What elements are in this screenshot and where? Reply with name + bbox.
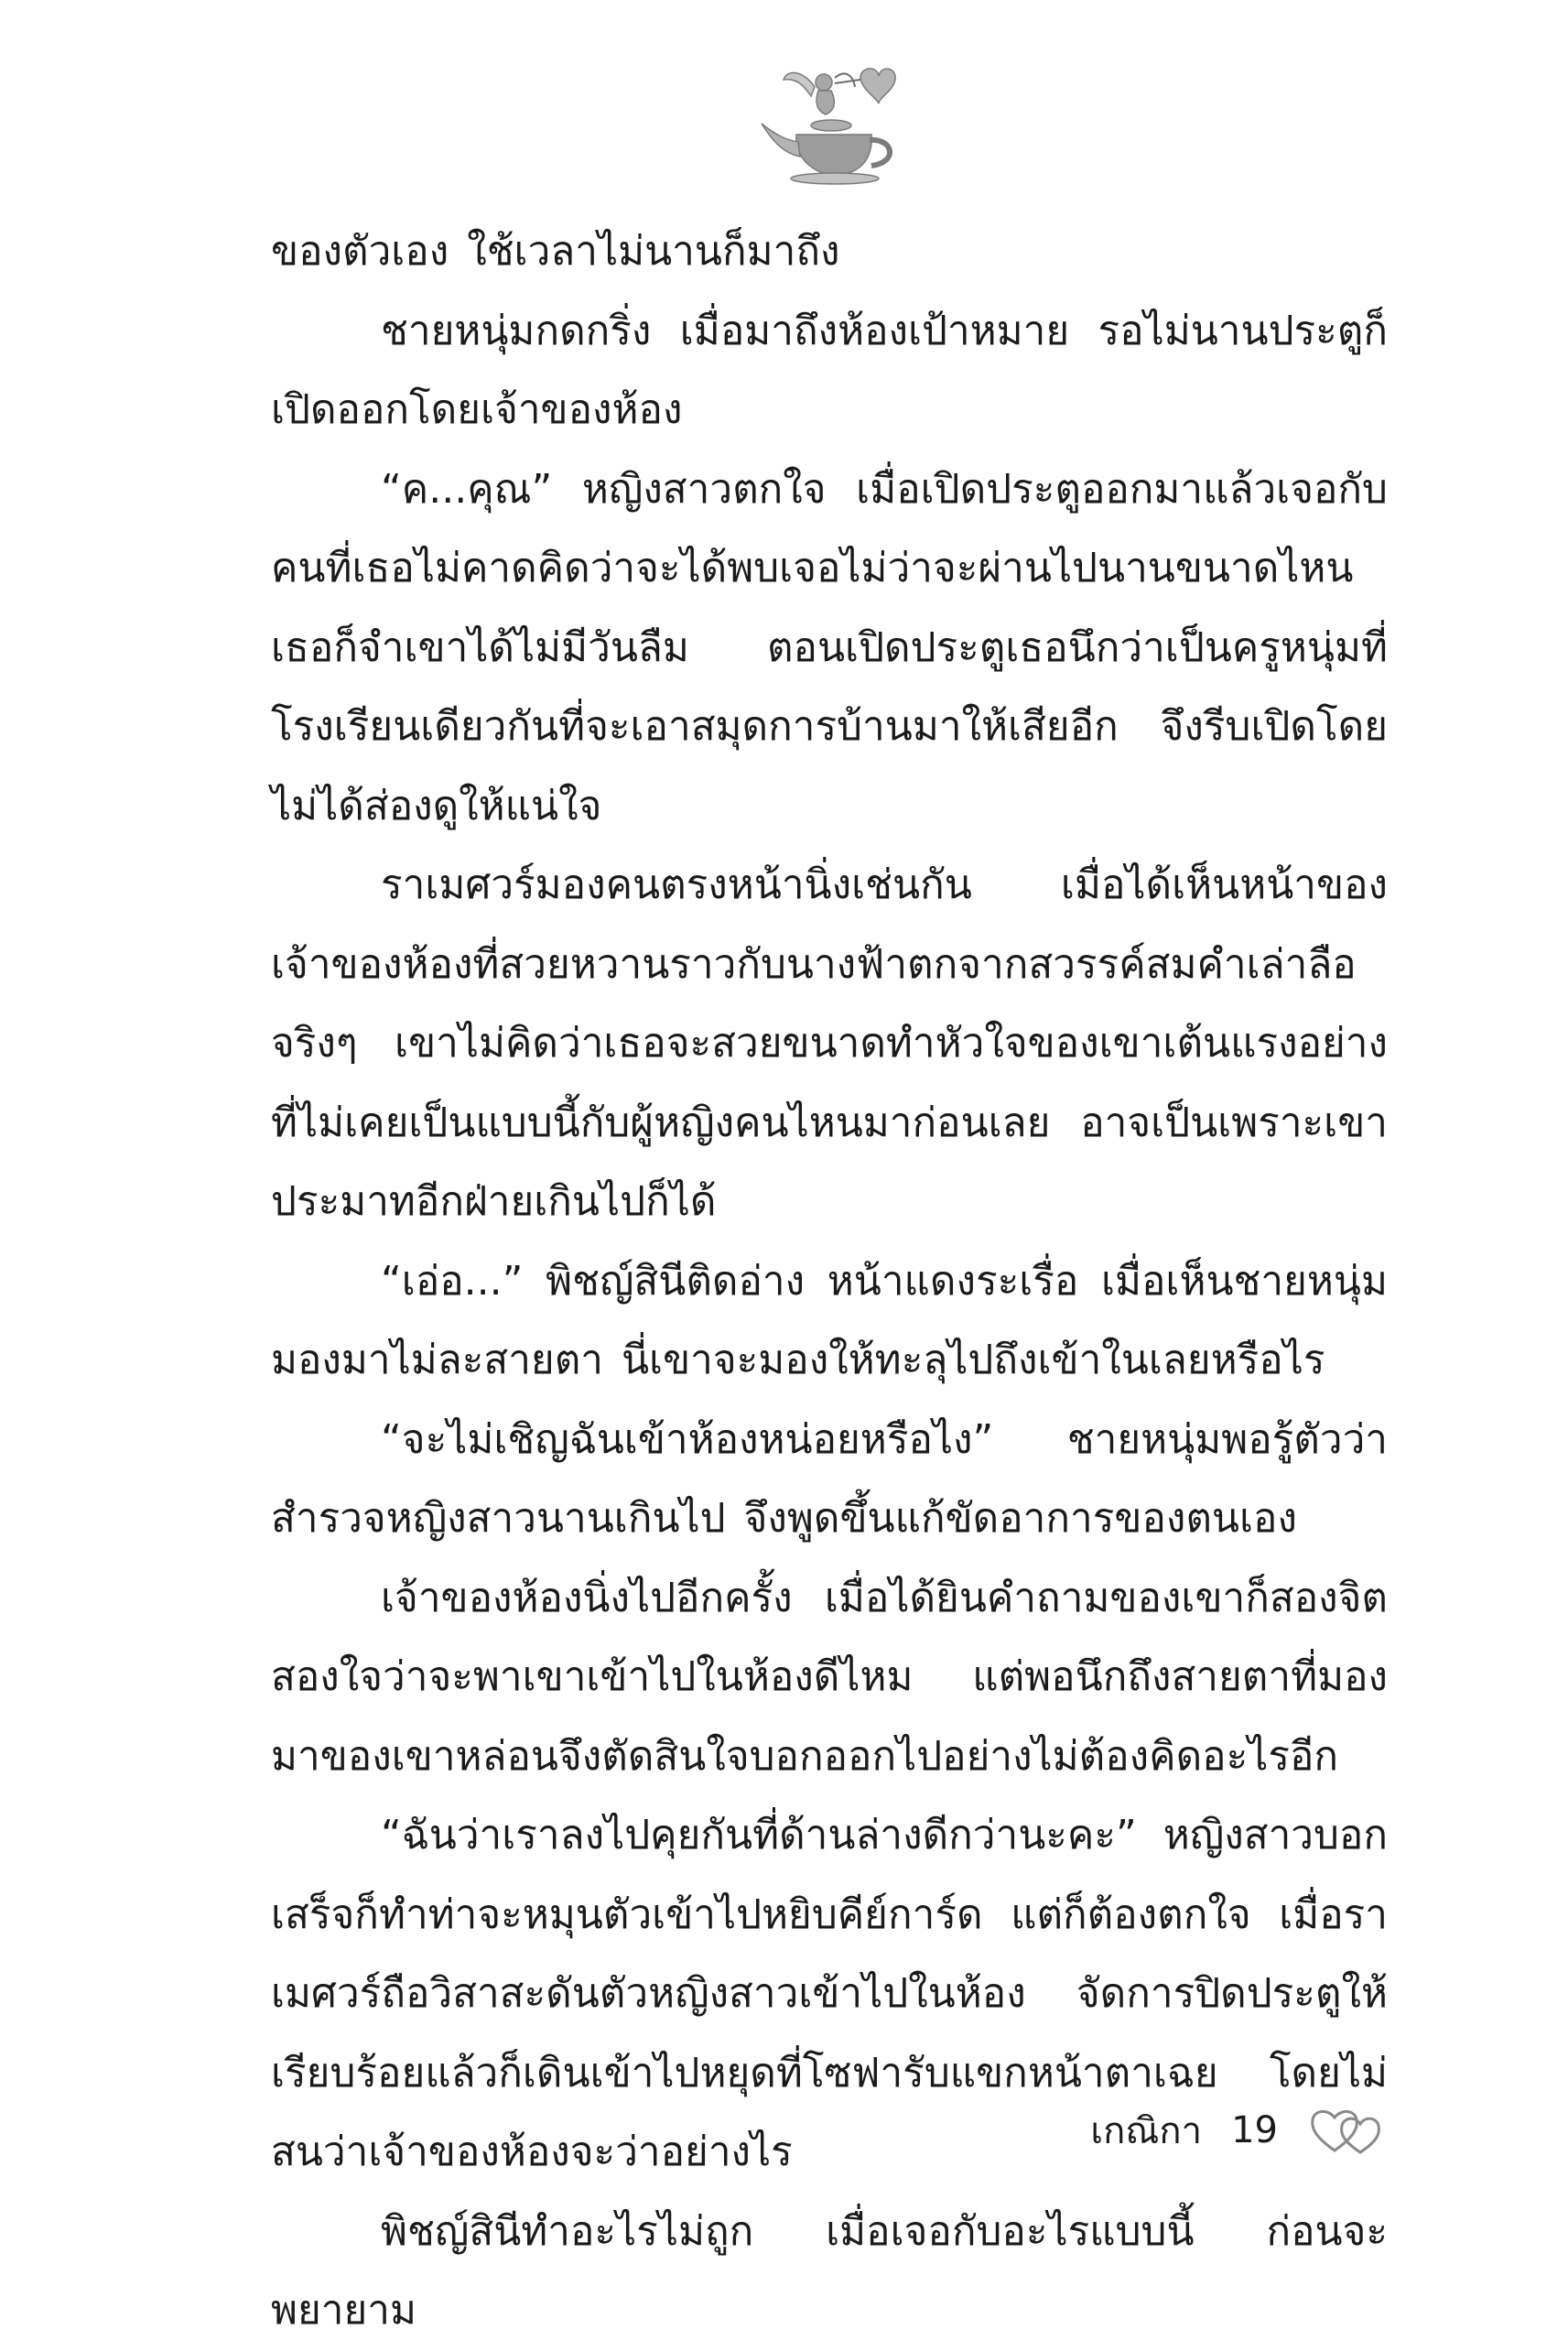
paragraph: “ค...คุณ” หญิงสาวตกใจ เมื่อเปิดประตูออกมาแล้วเจอกับคนที่เธอไม่คาดคิดว่าจะได้พบเจอไม่ว่าจะผ่านไปนานขนาดไหน เธอก็จำเขาได้ไม่มีวันลืม ตอนเปิดประตูเธอนึกว่าเป็นครูหนุ่มที่โรงเรียนเดียวกันที่จะเอาสมุดการบ้านมาให้เสียอีก จึงรีบเปิดโดยไม่ได้ส่องดูให้แน่ใจ — [271, 465, 1388, 829]
paragraph: ราเมศวร์มองคนตรงหน้านิ่งเช่นกัน เมื่อได้เห็นหน้าของเจ้าของห้องที่สวยหวานราวกับนางฟ้าตกจากสวรรค์สมคำเล่าลือจริงๆ เขาไม่คิดว่าเธอจะสวยขนาดทำหัวใจของเขาเต้นแรงอย่างที่ไม่เคยเป็นแบบนี้กับผู้หญิงคนไหนมาก่อนเลย อาจเป็นเพราะเขาประมาทอีกฝ่ายเกินไปก็ได้ — [271, 861, 1388, 1225]
paragraph: “ฉันว่าเราลงไปคุยกันที่ด้านล่างดีกว่านะคะ” หญิงสาวบอกเสร็จก็ทำท่าจะหมุนตัวเข้าไปหยิบคีย์การ์ด แต่ก็ต้องตกใจ เมื่อราเมศวร์ถือวิสาสะดันตัวหญิงสาวเข้าไปในห้อง จัดการปิดประตูให้เรียบร้อยแล้วก็เดินเข้าไปหยุดที่โซฟารับแขกหน้าตาเฉย โดยไม่สนว่าเจ้าของห้องจะว่าอย่างไร — [271, 1812, 1388, 2175]
paragraph: “เอ่อ...” พิชญ์สินีติดอ่าง หน้าแดงระเรื่อ เมื่อเห็นชายหนุ่มมองมาไม่ละสายตา นี่เขาจะมองให้ทะลุไปถึงเข้าในเลยหรือไร — [271, 1257, 1388, 1383]
double-heart-icon — [1307, 2103, 1390, 2158]
page-number: 19 — [1231, 2109, 1278, 2151]
paragraph: ของตัวเอง ใช้เวลาไม่นานก็มาถึง — [271, 228, 840, 275]
paragraph: “จะไม่เชิญฉันเข้าห้องหน่อยหรือไง” ชายหนุ่มพอรู้ตัวว่าสำรวจหญิงสาวนานเกินไป จึงพูดขึ้นแก้ขัดอาการของตนเอง — [271, 1415, 1388, 1542]
book-title: เกณิกา — [1090, 2110, 1203, 2152]
page-body — [271, 212, 1388, 2351]
paragraph: พิชญ์สินีทำอะไรไม่ถูก เมื่อเจอกับอะไรแบบนี้ ก่อนจะพยายาม — [271, 2207, 1388, 2334]
paragraph: ชายหนุ่มกดกริ่ง เมื่อมาถึงห้องเป้าหมาย รอไม่นานประตูก็เปิดออกโดยเจ้าของห้อง — [271, 307, 1388, 433]
page-footer — [1090, 2101, 1390, 2160]
paragraph: เจ้าของห้องนิ่งไปอีกครั้ง เมื่อได้ยินคำถามของเขาก็สองจิตสองใจว่าจะพาเขาเข้าไปในห้องดีไหม แต่พอนึกถึงสายตาที่มองมาของเขาหล่อนจึงตัดสินใจบอกออกไปอย่างไม่ต้องคิดอะไรอีก — [271, 1574, 1388, 1780]
teapot-cupid-ornament-icon — [751, 50, 915, 188]
